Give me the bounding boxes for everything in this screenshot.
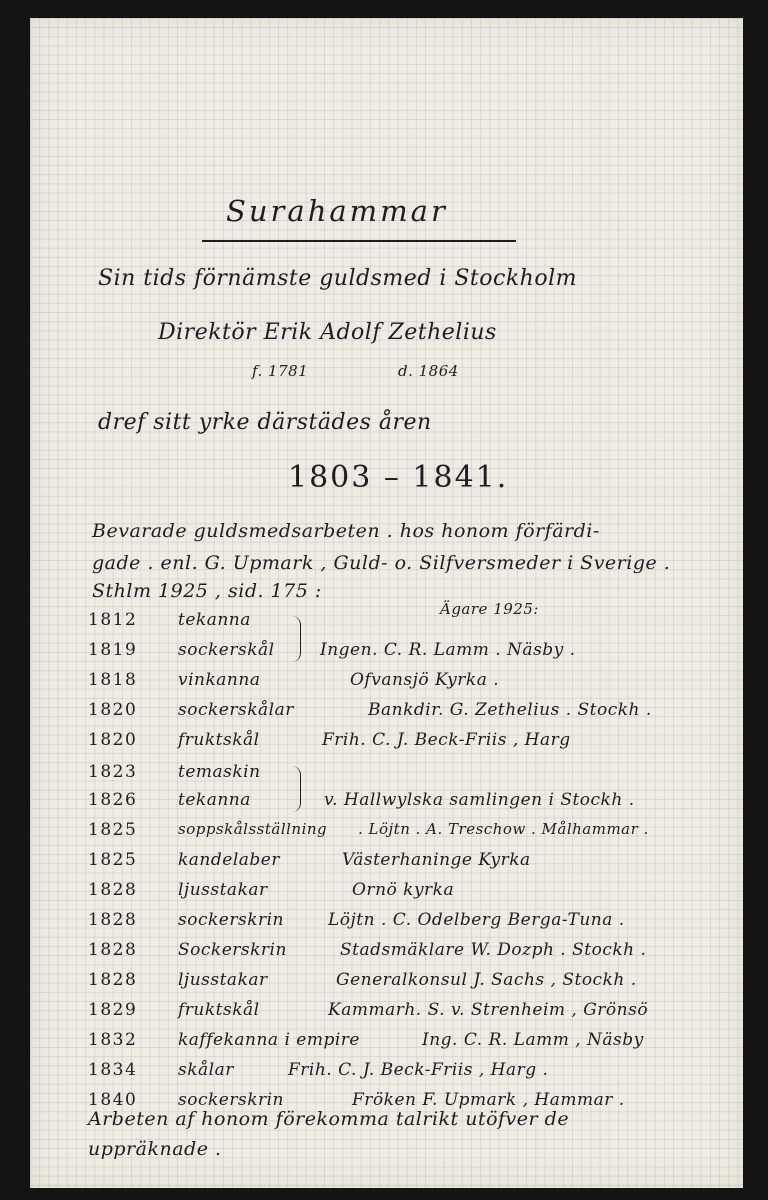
item-object: ljusstakar xyxy=(178,880,268,900)
list-item xyxy=(30,670,743,700)
item-owner: Frih. C. J. Beck-Friis , Harg xyxy=(322,730,571,750)
item-object: kaffekanna i empire xyxy=(178,1030,360,1050)
item-year: 1828 xyxy=(88,940,138,960)
item-year: 1828 xyxy=(88,970,138,990)
item-owner: Västerhaninge Kyrka xyxy=(342,850,531,870)
list-item xyxy=(30,850,743,880)
item-object: sockerskrin xyxy=(178,1090,285,1110)
active-years: 1803 – 1841. xyxy=(288,460,509,495)
item-year: 1820 xyxy=(88,700,138,720)
manuscript-page xyxy=(30,18,743,1188)
item-year: 1829 xyxy=(88,1000,138,1020)
item-object: skålar xyxy=(178,1060,234,1080)
item-year: 1823 xyxy=(88,762,138,782)
practice-text: dref sitt yrke därstädes åren xyxy=(98,410,432,435)
list-item xyxy=(30,640,743,670)
list-item xyxy=(30,970,743,1000)
item-object: temaskin xyxy=(178,762,261,782)
item-owner: Ornö kyrka xyxy=(352,880,455,900)
item-owner: . Löjtn . A. Treschow . Målhammar . xyxy=(358,820,649,838)
list-item xyxy=(30,762,743,792)
list-item xyxy=(30,700,743,730)
item-object: sockerskrin xyxy=(178,910,285,930)
list-item xyxy=(30,820,743,850)
item-owner: Kammarh. S. v. Strenheim , Grönsö xyxy=(328,1000,649,1020)
item-year: 1825 xyxy=(88,850,138,870)
list-item xyxy=(30,880,743,910)
item-owner: Frih. C. J. Beck-Friis , Harg . xyxy=(288,1060,549,1080)
list-item xyxy=(30,1000,743,1030)
closing-line-2: uppräknade . xyxy=(88,1138,222,1160)
list-item xyxy=(30,610,743,640)
item-object: vinkanna xyxy=(178,670,261,690)
item-owner: Löjtn . C. Odelberg Berga-Tuna . xyxy=(328,910,625,930)
item-object: Sockerskrin xyxy=(178,940,287,960)
item-owner: Ingen. C. R. Lamm . Näsby . xyxy=(320,640,576,660)
owners-header: Ägare 1925: xyxy=(440,600,539,618)
item-owner: Generalkonsul J. Sachs , Stockh . xyxy=(336,970,637,990)
list-item xyxy=(30,1030,743,1060)
item-year: 1812 xyxy=(88,610,138,630)
item-year: 1819 xyxy=(88,640,138,660)
list-item xyxy=(30,910,743,940)
item-year: 1826 xyxy=(88,790,138,810)
item-owner: v. Hallwylska samlingen i Stockh . xyxy=(324,790,635,810)
intro-line-3: Sthlm 1925 , sid. 175 : xyxy=(92,580,322,602)
item-owner: Ofvansjö Kyrka . xyxy=(350,670,500,690)
item-object: ljusstakar xyxy=(178,970,268,990)
item-year: 1834 xyxy=(88,1060,138,1080)
list-item xyxy=(30,730,743,760)
item-object: sockerskål xyxy=(178,640,275,660)
item-owner: Stadsmäklare W. Dozph . Stockh . xyxy=(340,940,647,960)
item-object: kandelaber xyxy=(178,850,280,870)
item-year: 1825 xyxy=(88,820,138,840)
item-object: tekanna xyxy=(178,790,251,810)
item-owner: Ing. C. R. Lamm , Näsby xyxy=(422,1030,644,1050)
brace-mark xyxy=(292,766,301,812)
subtitle: Sin tids förnämste guldsmed i Stockholm xyxy=(98,266,577,291)
list-item xyxy=(30,790,743,820)
list-item xyxy=(30,940,743,970)
item-year: 1818 xyxy=(88,670,138,690)
item-object: sockerskålar xyxy=(178,700,294,720)
item-year: 1828 xyxy=(88,880,138,900)
intro-line-1: Bevarade guldsmedsarbeten . hos honom förfärdi- xyxy=(92,520,600,542)
item-year: 1840 xyxy=(88,1090,138,1110)
death-year: d. 1864 xyxy=(398,362,459,380)
birth-year: f. 1781 xyxy=(252,362,309,380)
item-year: 1832 xyxy=(88,1030,138,1050)
item-object: tekanna xyxy=(178,610,251,630)
item-year: 1828 xyxy=(88,910,138,930)
brace-mark xyxy=(292,616,301,662)
title-underline xyxy=(202,240,516,242)
intro-line-2: gade . enl. G. Upmark , Guld- o. Silfversmeder i Sverige . xyxy=(92,552,671,574)
item-object: soppskålsställning xyxy=(178,820,328,838)
item-year: 1820 xyxy=(88,730,138,750)
item-owner: Fröken F. Upmark , Hammar . xyxy=(352,1090,625,1110)
list-item xyxy=(30,1060,743,1090)
closing-line-1: Arbeten af honom förekomma talrikt utöfver de xyxy=(88,1108,570,1130)
document-title: Surahammar xyxy=(226,194,448,228)
person-name: Direktör Erik Adolf Zethelius xyxy=(158,320,497,345)
item-object: fruktskål xyxy=(178,1000,260,1020)
item-owner: Bankdir. G. Zethelius . Stockh . xyxy=(368,700,652,720)
item-object: fruktskål xyxy=(178,730,260,750)
